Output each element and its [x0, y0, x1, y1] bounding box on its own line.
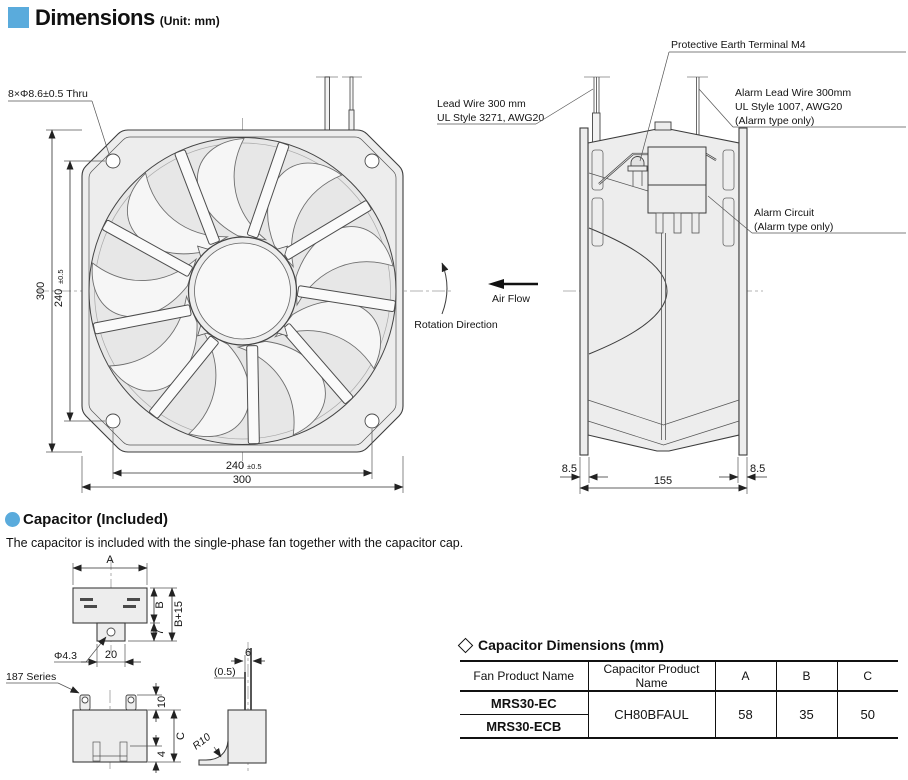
dim-phi43: Φ4.3: [54, 650, 77, 662]
table-title: Capacitor Dimensions (mm): [478, 637, 664, 653]
tab-hole: [107, 628, 115, 636]
capacitor-drawings: [6, 554, 266, 774]
dim-C: C: [175, 732, 187, 740]
alarm-lead-label-3: (Alarm type only): [735, 115, 815, 127]
dim-A: A: [106, 554, 114, 566]
dim-6: 6: [244, 647, 252, 659]
dim-8.5-right: 8.5: [750, 463, 766, 475]
dim-240-bottom-tol: ±0.5: [247, 462, 262, 471]
side-flange-left: [580, 128, 588, 455]
lead-wire-label-1: Lead Wire 300 mm: [437, 98, 526, 110]
dim-240-left: 240: [53, 288, 65, 308]
front-lead-wires: [316, 77, 362, 131]
capacitor-front-view: [6, 671, 187, 773]
dim-05: (0.5): [214, 666, 236, 678]
fan-side-view: [560, 77, 767, 494]
dim-B: B: [154, 601, 166, 609]
col-header-a: A: [715, 661, 776, 691]
value-a: 58: [715, 691, 776, 738]
flow-annotations: [414, 263, 538, 331]
section-header-capacitor: [5, 511, 168, 528]
holes-callout: 8×Φ8.6±0.5 Thru: [8, 88, 88, 100]
value-b: 35: [776, 691, 837, 738]
capacitor-body-front: [73, 710, 147, 762]
capacitor-name: CH80BFAUL: [588, 691, 715, 738]
mounting-hole: [106, 414, 120, 428]
series-label: 187 Series: [6, 671, 57, 683]
page-title: Dimensions: [35, 5, 155, 30]
value-c: 50: [837, 691, 898, 738]
table-row: [460, 691, 898, 715]
side-dims: [560, 457, 767, 494]
mounting-hole: [106, 154, 120, 168]
side-flange-right: [739, 128, 747, 455]
alarm-circuit-label-1: Alarm Circuit: [754, 207, 815, 219]
capacitor-title: Capacitor (Included): [23, 511, 169, 528]
capacitor-side-view: [190, 642, 266, 774]
dim-20: 20: [104, 649, 118, 661]
col-header-b: B: [776, 661, 837, 691]
dim-8.5-left: 8.5: [561, 463, 577, 475]
col-header-c: C: [837, 661, 898, 691]
dim-B15: B+15: [173, 601, 185, 627]
blue-circle-icon: [5, 512, 20, 527]
fan-name-2: MRS30-ECB: [460, 715, 588, 739]
air-flow-arrow: [488, 279, 504, 289]
capacitor-description: The capacitor is included with the single-phase fan together with the capacitor cap.: [6, 536, 464, 550]
fan-front-view: [8, 77, 452, 493]
alarm-circuit-box: [648, 147, 706, 233]
table-title-row: [458, 637, 664, 653]
earth-terminal-label: Protective Earth Terminal M4: [671, 39, 806, 51]
mounting-hole: [365, 154, 379, 168]
alarm-lead-label-2: UL Style 1007, AWG20: [735, 101, 843, 113]
dim-4: 4: [156, 750, 168, 758]
capacitor-body-side: [228, 710, 266, 763]
rotation-label: Rotation Direction: [414, 319, 498, 331]
mounting-hole: [365, 414, 379, 428]
dim-10: 10: [156, 695, 168, 709]
unit-label: (Unit: mm): [159, 14, 220, 28]
diamond-icon: [458, 637, 474, 653]
lead-wire-label-2: UL Style 3271, AWG20: [437, 112, 545, 124]
dim-300-left: 300: [35, 281, 47, 301]
capacitor-top-view: [54, 554, 185, 667]
capacitor-dimensions-table: [460, 660, 898, 739]
dim-R10: R10: [190, 731, 214, 753]
fan-name-1: MRS30-EC: [460, 691, 588, 715]
air-flow-label: Air Flow: [492, 293, 530, 305]
rotation-arrow: [442, 263, 447, 314]
col-header-fan: Fan Product Name: [460, 661, 588, 691]
dim-7: 7: [154, 628, 166, 636]
fan-hub: [189, 237, 297, 345]
dim-240-bottom: 240: [225, 460, 245, 472]
col-header-capacitor: Capacitor Product Name: [588, 661, 715, 691]
dim-300-bottom: 300: [232, 474, 252, 486]
dim-155: 155: [653, 475, 673, 487]
alarm-lead-label-1: Alarm Lead Wire 300mm: [735, 87, 852, 99]
dim-240-left-tol: ±0.5: [56, 269, 65, 284]
alarm-circuit-label-2: (Alarm type only): [754, 221, 834, 233]
